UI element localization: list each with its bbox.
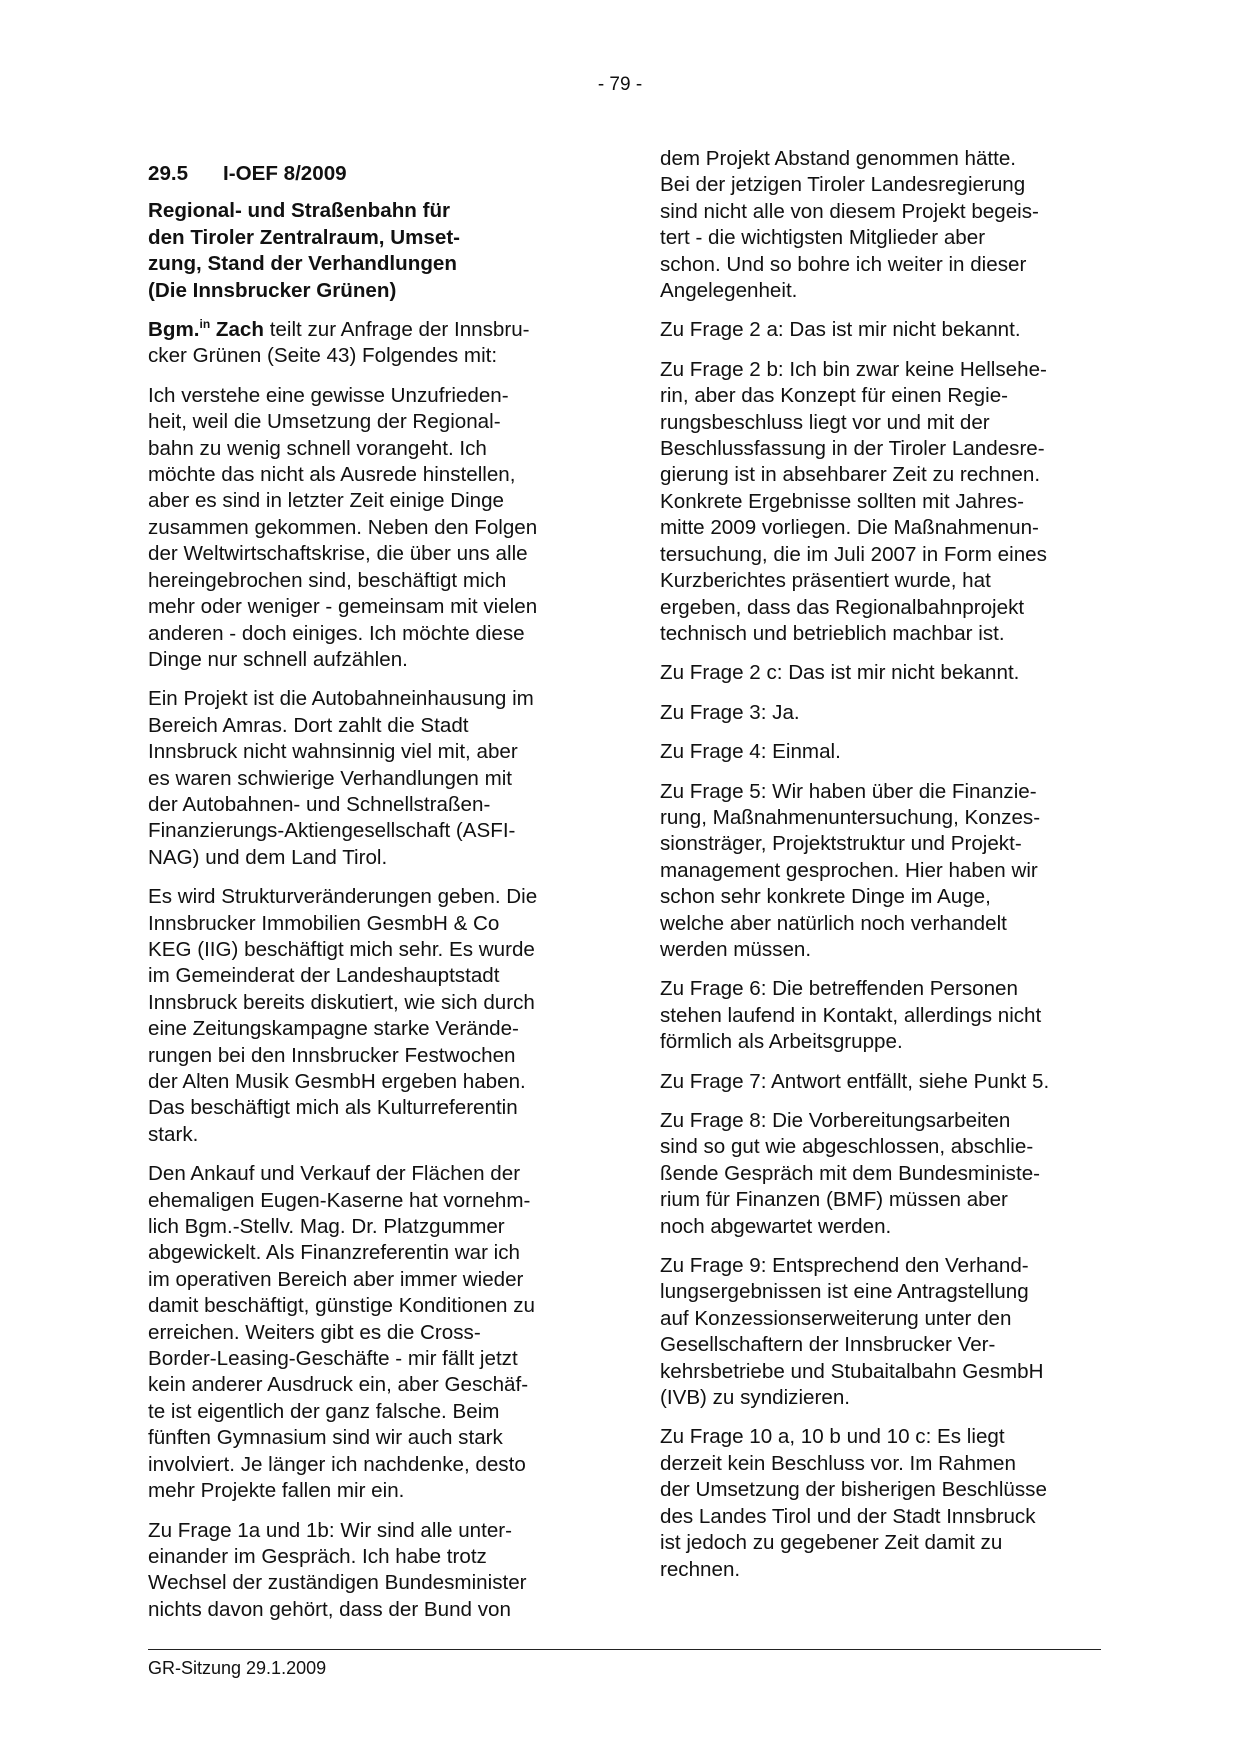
section-heading bbox=[148, 161, 588, 187]
footer-divider bbox=[148, 1649, 1101, 1650]
speaker-title-sup: in bbox=[199, 317, 211, 332]
right-paragraph: Zu Frage 4: Einmal. bbox=[660, 740, 841, 764]
speaker-name: Zach bbox=[215, 318, 264, 342]
right-paragraph: Zu Frage 8: Die Vorbereitungsarbeiten sind so gut wie abgeschlossen, abschlie- ßende Gespräch mit dem Bundesministe- rium für Finanzen (BMF) müssen aber noch abgewartet werden. bbox=[660, 1109, 1041, 1238]
right-column bbox=[660, 146, 1100, 1596]
right-paragraph: Zu Frage 9: Entsprechend den Verhand- lungsergebnissen ist eine Antragstellung auf Konzessionserweiterung unter den Gesellschaftern der Innsbrucker Ver- kehrsbetriebe und Stubaitalbahn GesmbH (IVB) zu syndizieren. bbox=[660, 1254, 1044, 1410]
section-code: I-OEF 8/2009 bbox=[223, 162, 347, 185]
intro-paragraph bbox=[148, 317, 588, 370]
right-paragraph: Zu Frage 2 c: Das ist mir nicht bekannt. bbox=[660, 661, 1020, 685]
right-paragraph: Zu Frage 2 b: Ich bin zwar keine Hellsehe- rin, aber das Konzept für einen Regie- rungsbeschluss liegt vor und mit der Beschlussfassung in der Tiroler Landesre- gierung ist in absehbarer Zeit zu rechnen. Konkrete Ergebnisse sollten mit Jahres- mitte 2009 vorliegen. Die Maßnahmenun- tersuchung, die im Juli 2007 in Form eines Kurzberichtes präsentiert wurde, hat ergeben, dass das Regionalbahnprojekt technisch und betrieblich machbar ist. bbox=[660, 357, 1047, 645]
page-number: - 79 - bbox=[597, 74, 643, 95]
left-paragraph: Es wird Strukturveränderungen geben. Die Innsbrucker Immobilien GesmbH & Co KEG (IIG) beschäftigt mich sehr. Es wurde im Gemeinderat der Landeshauptstadt Innsbruck bereits diskutiert, wie sich durch eine Zeitungskampagne starke Verände- rungen bei den Innsbrucker Festwochen der Alten Musik GesmbH ergeben haben. Das beschäftigt mich als Kulturreferentin stark. bbox=[148, 885, 538, 1146]
intro-text: teilt zur Anfrage der Innsbru- cker Grünen (Seite 43) Folgendes mit: bbox=[148, 318, 530, 368]
left-column bbox=[148, 161, 588, 1636]
right-paragraph: Zu Frage 3: Ja. bbox=[660, 700, 800, 724]
right-paragraph: Zu Frage 7: Antwort entfällt, siehe Punkt 5. bbox=[660, 1069, 1050, 1093]
section-number: 29.5 bbox=[148, 162, 189, 185]
right-paragraph: Zu Frage 2 a: Das ist mir nicht bekannt. bbox=[660, 318, 1021, 342]
left-paragraph: Ich verstehe eine gewisse Unzufrieden- heit, weil die Umsetzung der Regional- bahn zu wenig schnell vorangeht. Ich möchte das nicht als Ausrede hinstellen, aber es sind in letzter Zeit einige Dinge zusammen gekommen. Neben den Folgen der Weltwirtschaftskrise, die über uns alle hereingebrochen sind, beschäftigt mich mehr oder weniger - gemeinsam mit vielen anderen - doch einiges. Ich möchte diese Dinge nur schnell aufzählen. bbox=[148, 383, 538, 671]
right-paragraph: Zu Frage 5: Wir haben über die Finanzie- rung, Maßnahmenuntersuchung, Konzes- sionsträger, Projektstruktur und Projekt- management gesprochen. Hier haben wir schon sehr konkrete Dinge im Auge, welche aber natürlich noch verhandelt werden müssen. bbox=[660, 779, 1041, 961]
right-paragraph: Zu Frage 6: Die betreffenden Personen stehen laufend in Kontakt, allerdings nicht förmlich als Arbeitsgruppe. bbox=[660, 977, 1042, 1054]
left-paragraph: Zu Frage 1a und 1b: Wir sind alle unter- einander im Gespräch. Ich habe trotz Wechsel der zuständigen Bundesminister nichts davon gehört, dass der Bund von bbox=[148, 1518, 527, 1621]
left-paragraph: Den Ankauf und Verkauf der Flächen der ehemaligen Eugen-Kaserne hat vornehm- lich Bgm.-Stellv. Mag. Dr. Platzgummer abgewickelt. Als Finanzreferentin war ich im operativen Bereich aber immer wieder damit beschäftigt, günstige Konditionen zu erreichen. Weiters gibt es die Cross- Border-Leasing-Geschäfte - mir fällt jetzt kein anderer Ausdruck ein, aber Geschäf- te ist eigentlich der ganz falsche. Beim fünften Gymnasium sind wir auch stark involviert. Je länger ich nachdenke, desto mehr Projekte fallen mir ein. bbox=[148, 1162, 535, 1503]
section-subtitle: Regional- und Straßenbahn für den Tiroler Zentralraum, Umset- zung, Stand der Verhandlungen (Die Innsbrucker Grünen) bbox=[148, 199, 461, 302]
right-paragraph: dem Projekt Abstand genommen hätte. Bei der jetzigen Tiroler Landesregierung sind nicht alle von diesem Projekt begeis- tert - die wichtigsten Mitglieder aber schon. Und so bohre ich weiter in dieser Angelegenheit. bbox=[660, 147, 1039, 303]
right-paragraph: Zu Frage 10 a, 10 b und 10 c: Es liegt derzeit kein Beschluss vor. Im Rahmen der Umsetzung der bisherigen Beschlüsse des Landes Tirol und der Stadt Innsbruck ist jedoch zu gegebener Zeit damit zu rechnen. bbox=[660, 1425, 1047, 1581]
speaker-title: Bgm. bbox=[148, 318, 200, 342]
footer-text: GR-Sitzung 29.1.2009 bbox=[148, 1658, 327, 1678]
left-paragraph: Ein Projekt ist die Autobahneinhausung im Bereich Amras. Dort zahlt die Stadt Innsbruck nicht wahnsinnig viel mit, aber es waren schwierige Verhandlungen mit der Autobahnen- und Schnellstraßen- Finanzierungs-Aktiengesellschaft (ASFI- NAG) und dem Land Tirol. bbox=[148, 687, 534, 869]
